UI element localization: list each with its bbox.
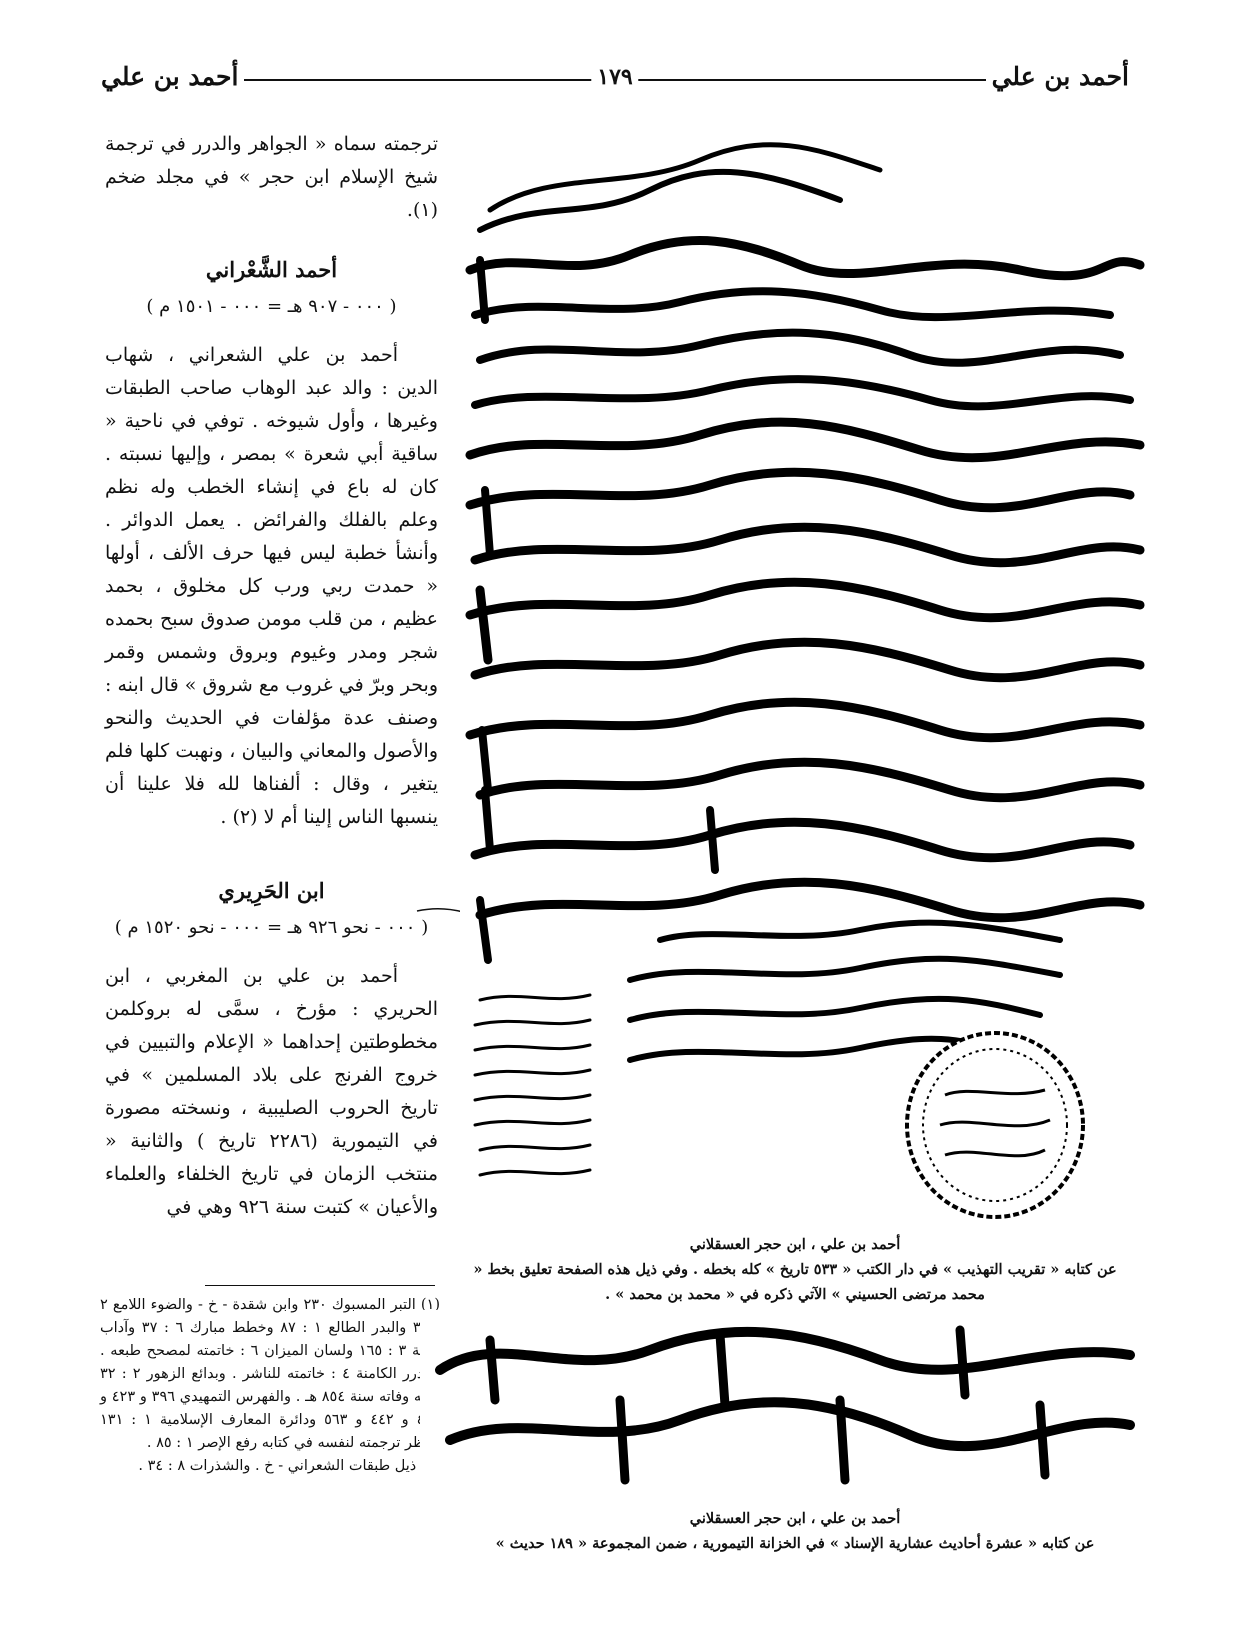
footnotes — [100, 1294, 440, 1478]
footnote-1: (١) التبر المسبوك ٢٣٠ وابن شقدة - خ - والضوء اللامع ٢ : ٣٦ والبدر الطالع ١ : ٨٧ وخطط مبارك ٦ : ٣٧ وآداب اللغة ٣ : ١٦٥ ولسان الميزان ٦ : خاتمته لمصحح طبعه . والدرر الكامنة ٤ : خاتمته للناشر . وبدائع الزهور ٢ : ٣٢ وفيه وفاته سنة ٨٥٤ هـ . والفهرس التمهيدي ٣٩٦ و ٤٢٣ و ٤٢٤ و ٤٤٢ و ٥٦٣ ودائرة المعارف الإسلامية ١ : ١٣١ وانظر ترجمته لنفسه في كتابه رفع الإصر ١ : ٨٥ . — [100, 1297, 441, 1451]
section-divider — [415, 906, 465, 916]
entry-body-hariri: أحمد بن علي بن المغربي ، ابن الحريري : مؤرخ ، سمَّى له بروكلمن مخطوطتين إحداهما « الإعلام والتبيين في خروج الفرنج على بلاد المسلمين » في تاريخ الحروب الصليبية ، ونسخته مصورة في التيمورية (٢٢٨٦ تاريخ ) والثانية « منتخب الزمان في تاريخ الخلفاء والعلماء والأعيان » كتبت سنة ٩٢٦ وهي في — [105, 965, 438, 1218]
entry-dates-shaarani: ( ٠٠٠ - ٩٠٧ هـ = ٠٠٠ - ١٥٠١ م ) — [146, 296, 397, 317]
entry-body-shaarani: أحمد بن علي الشعراني ، شهاب الدين : والد عبد الوهاب صاحب الطبقات وغيرها ، وأول شيوخه . توفي في ناحية « ساقية أبي شعرة » بمصر ، وإليها نسبته . كان له باع في إنشاء الخطب وله نظم وعلم بالفلك والفرائض . يعمل الدوائر . وأنشأ خطبة ليس فيها حرف الألف ، أولها « حمدت ربي ورب كل مخلوق ، بحمد عظيم ، من قلب مومن صدوق سبح بحمده شجر ومدر وغيوم وبروق وشمس وقمر وبحر وبرّ في غروب مع شروق » قال ابنه : وصنف عدة مؤلفات في الحديث والنحو والأصول والمعاني والبيان ، ونهبت كلها فلم يتغير ، وقال : ألفناها لله فلا علينا أن ينسبها الناس إلينا أم لا (٢) . — [105, 344, 438, 828]
figure-caption-1 — [455, 1232, 1135, 1307]
figure-caption-2-text: عن كتابه « عشرة أحاديث عشارية الإسناد » في الخزانة التيمورية ، ضمن المجموعة « ١٨٩ حديث » — [495, 1535, 1095, 1552]
header-right-title: أحمد بن علي — [986, 62, 1135, 91]
intro-paragraph: ترجمته سماه « الجواهر والدرر في ترجمة شيخ الإسلام ابن حجر » في مجلد ضخم (١). — [105, 133, 438, 221]
figure-caption-2-title: أحمد بن علي ، ابن حجر العسقلاني — [689, 1510, 901, 1527]
entry-dates-hariri: ( ٠٠٠ - نحو ٩٢٦ هـ = ٠٠٠ - نحو ١٥٢٠ م ) — [114, 917, 429, 938]
manuscript-image-2 — [420, 1310, 1150, 1500]
footnote-rule — [205, 1285, 435, 1286]
text-column — [105, 128, 438, 1224]
figure-caption-1-text: عن كتابه « تقريب التهذيب » في دار الكتب « ٥٣٣ تاريخ » كله بخطه . وفي ذيل هذه الصفحة تعليق بخط « محمد مرتضى الحسيني » الآتي ذكره في « محمد بن محمد » . — [473, 1261, 1117, 1303]
page-number: ١٧٩ — [591, 64, 638, 90]
header-left-title: أحمد بن علي — [95, 62, 244, 91]
entry-title-shaarani: أحمد الشَّعْراني — [205, 257, 338, 282]
figure-caption-1-title: أحمد بن علي ، ابن حجر العسقلاني — [689, 1236, 901, 1253]
running-header — [95, 62, 1135, 102]
footnote-2: (٢) ذيل طبقات الشعراني - خ . والشذرات ٨ : ٣٤ . — [138, 1458, 440, 1474]
figure-caption-2 — [455, 1506, 1135, 1556]
seal-stamp — [900, 1025, 1090, 1225]
entry-title-hariri: ابن الحَرِيري — [218, 878, 325, 903]
